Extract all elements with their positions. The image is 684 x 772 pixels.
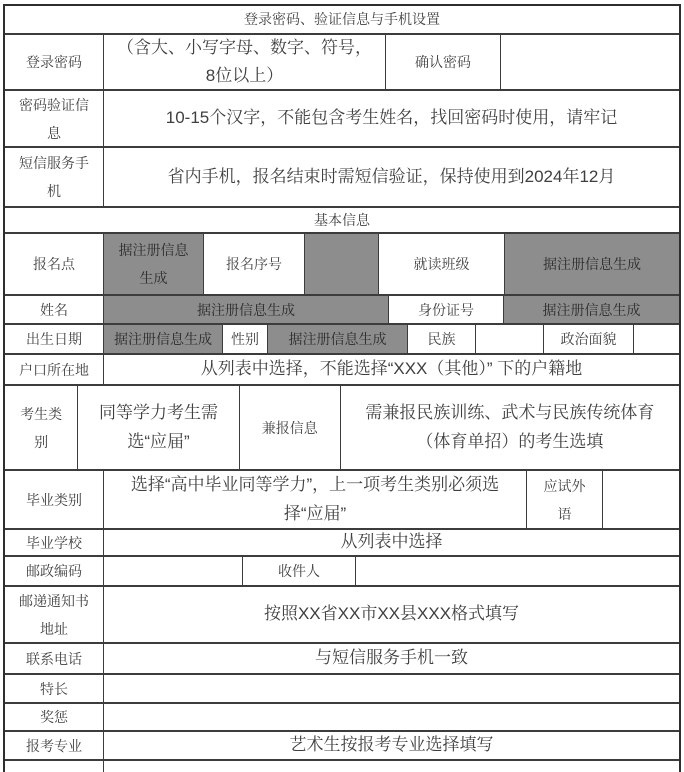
partial-right-cell[interactable] — [103, 761, 679, 772]
row-awards — [5, 702, 679, 730]
reg-seq-value — [304, 234, 378, 294]
awards-field[interactable] — [103, 704, 679, 730]
specialty-field[interactable] — [103, 675, 679, 702]
political-status-label: 政治面貌 — [543, 325, 633, 353]
reg-seq-label: 报名序号 — [203, 234, 304, 294]
class-label: 就读班级 — [378, 234, 504, 294]
id-number-label: 身份证号 — [388, 296, 503, 323]
dual-report-label: 兼报信息 — [239, 386, 340, 469]
row-postcode — [5, 555, 679, 585]
graduation-type-label: 毕业类别 — [26, 491, 82, 508]
mail-address-label: 邮递通知书地址 — [19, 592, 89, 637]
political-status-field[interactable] — [633, 325, 679, 353]
contact-phone-hint: 与短信服务手机一致 — [103, 644, 679, 673]
birth-date-label: 出生日期 — [26, 331, 82, 347]
row-graduation-school — [5, 528, 679, 555]
row-birth-date — [5, 323, 679, 353]
section-title-password: 登录密码、验证信息与手机设置 — [244, 11, 440, 28]
class-value: 据注册信息生成 — [504, 234, 679, 294]
birth-date-value: 据注册信息生成 — [103, 325, 222, 353]
password-verify-hint: 10-15个汉字，不能包含考生姓名，找回密码时使用，请牢记 — [103, 91, 679, 146]
registration-form-table — [3, 4, 681, 772]
confirm-password-label: 确认密码 — [385, 35, 500, 89]
major-hint: 艺术生按报考专业选择填写 — [103, 732, 679, 759]
dual-report-hint: 需兼报民族训练、武术与民族传统体育（体育单招）的考生选填 — [340, 386, 679, 469]
graduation-school-hint: 从列表中选择 — [103, 530, 679, 555]
row-contact-phone — [5, 642, 679, 673]
row-mail-address — [5, 585, 679, 642]
sms-phone-hint: 省内手机，报名结束时需短信验证，保持使用到2024年12月 — [103, 148, 679, 206]
login-password-hint: （含大、小写字母、数字、符号，8位以上） — [103, 35, 385, 89]
reg-point-value: 据注册信息生成 — [103, 234, 203, 294]
row-password-verify — [5, 89, 679, 146]
row-login-password — [5, 33, 679, 89]
specialty-label: 特长 — [40, 680, 68, 697]
recipient-field[interactable] — [355, 557, 679, 585]
postcode-label: 邮政编码 — [26, 563, 82, 579]
row-reg-point — [5, 232, 679, 294]
section-password-settings — [5, 6, 679, 33]
row-specialty — [5, 673, 679, 702]
row-residence — [5, 353, 679, 384]
recipient-label: 收件人 — [242, 557, 355, 585]
row-name — [5, 294, 679, 323]
candidate-type-label: 考生类别 — [20, 405, 63, 450]
name-value: 据注册信息生成 — [103, 296, 388, 323]
exam-language-label: 应试外语 — [526, 471, 602, 528]
section-basic-info — [5, 206, 679, 232]
row-partial-bottom — [5, 759, 679, 772]
exam-language-field[interactable] — [602, 471, 679, 528]
awards-label: 奖惩 — [40, 709, 68, 725]
name-label: 姓名 — [40, 301, 68, 318]
sms-phone-label: 短信服务手机 — [19, 155, 89, 199]
postcode-field[interactable] — [103, 557, 242, 585]
gender-label: 性别 — [222, 325, 267, 353]
login-password-label: 登录密码 — [26, 54, 82, 70]
row-sms-phone — [5, 146, 679, 206]
mail-address-hint: 按照XX省XX市XX县XXX格式填写 — [103, 587, 679, 642]
residence-label: 户口所在地 — [19, 361, 89, 378]
residence-hint: 从列表中选择，不能选择“XXX（其他）” 下的户籍地 — [103, 355, 679, 384]
ethnicity-label: 民族 — [407, 325, 475, 353]
reg-point-label: 报名点 — [33, 256, 75, 272]
row-major — [5, 730, 679, 759]
row-candidate-type — [5, 384, 679, 469]
partial-left-cell — [5, 761, 103, 772]
gender-value: 据注册信息生成 — [267, 325, 407, 353]
ethnicity-field[interactable] — [475, 325, 543, 353]
row-graduation-type — [5, 469, 679, 528]
graduation-school-label: 毕业学校 — [26, 534, 82, 551]
password-verify-label: 密码验证信息 — [19, 96, 89, 141]
contact-phone-label: 联系电话 — [26, 650, 82, 667]
candidate-type-hint: 同等学力考生需选“应届” — [77, 386, 239, 469]
id-number-value: 据注册信息生成 — [503, 296, 679, 323]
major-label: 报考专业 — [26, 737, 82, 754]
confirm-password-field[interactable] — [500, 35, 679, 89]
graduation-type-hint: 选择“高中毕业同等学力”，上一项考生类别必须选择“应届” — [103, 471, 526, 528]
section-title-basic-info: 基本信息 — [314, 211, 370, 228]
